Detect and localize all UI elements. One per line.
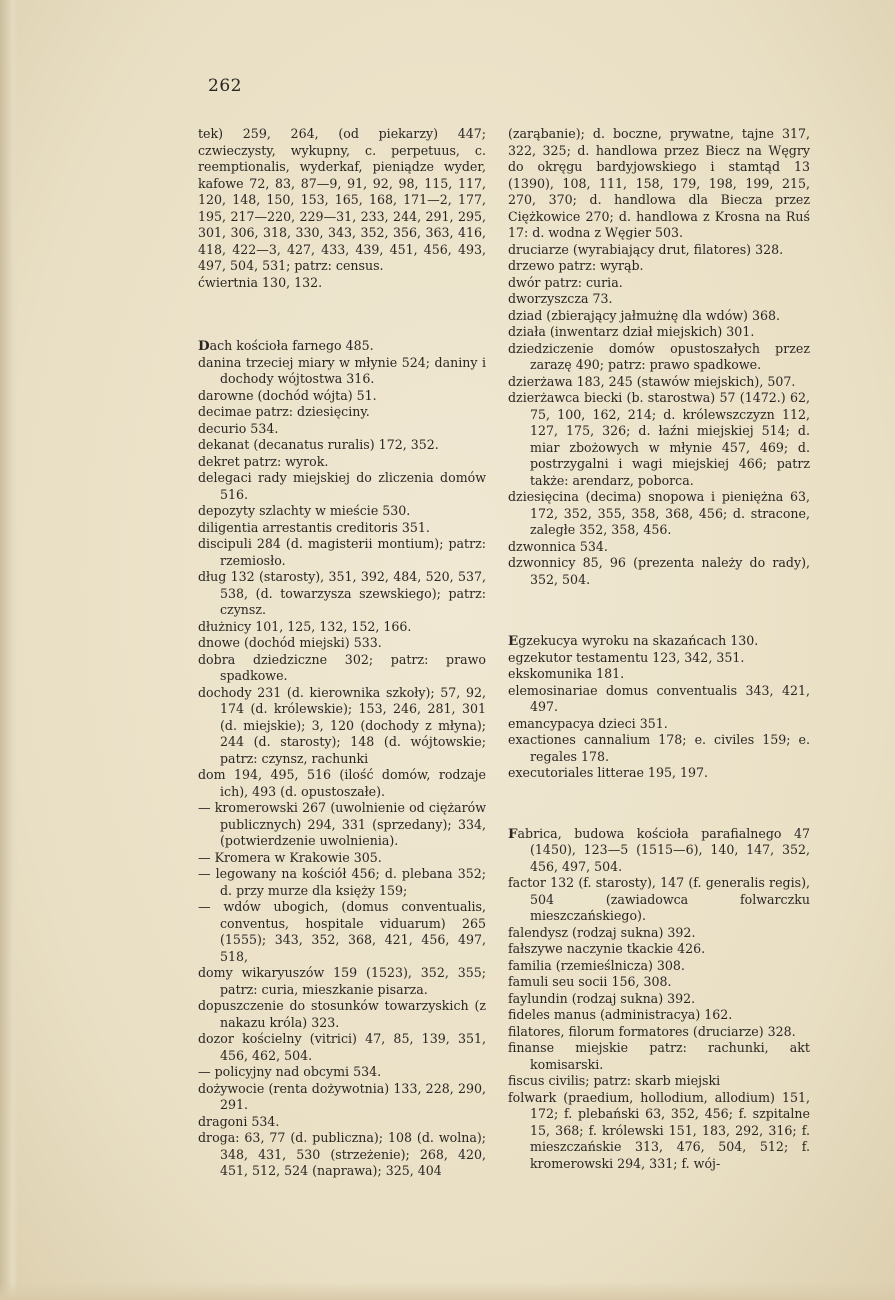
- index-entry: dziedziczenie domów opustoszałych przez zarazę 490; patrz: prawo spadkowe.: [508, 340, 810, 372]
- index-entry: finanse miejskie patrz: rachunki, akt komisarski.: [508, 1040, 810, 1072]
- index-entry: dekret patrz: wyrok.: [198, 453, 329, 469]
- section-gap: [198, 291, 486, 338]
- index-entry: depozyty szlachty w mieście 530.: [198, 503, 411, 518]
- index-entry: — policyjny nad obcymi 534.: [198, 1064, 382, 1079]
- index-entry: decimae patrz: dziesięciny.: [198, 404, 370, 419]
- index-entry: działa (inwentarz dział miejskich) 301.: [508, 324, 755, 339]
- index-entry: dłużnicy 101, 125, 132, 152, 166.: [198, 618, 412, 634]
- index-entry: filatores, filorum formatores (druciarze) 328.: [508, 1023, 796, 1039]
- index-entry-section-start: [508, 633, 810, 650]
- index-entry: discipuli 284 (d. magisterii montium); patrz: rzemiosło.: [198, 536, 486, 568]
- section-initial-f: F: [508, 825, 518, 842]
- index-entry: diligentia arrestantis creditoris 351.: [198, 519, 430, 535]
- index-entry: dom 194, 495, 516 (ilość domów, rodzaje ich), 493 (d. opustoszałe).: [198, 767, 486, 799]
- index-entry: droga: 63, 77 (d. publiczna); 108 (d. wolna); 348, 431, 530 (strzeżenie); 268, 420, 451, 512, 524 (naprawa); 325, 404: [198, 1130, 486, 1178]
- index-entry: — wdów ubogich, (domus conventualis, conventus, hospitale viduarum) 265 (1555); 343, 352, 368, 421, 456, 497, 518,: [198, 899, 486, 964]
- index-entry: ekskomunika 181.: [508, 666, 625, 681]
- index-entry: dożywocie (renta dożywotnia) 133, 228, 290, 291.: [198, 1080, 486, 1112]
- index-entry: dworzyszcza 73.: [508, 291, 613, 306]
- index-column-right: [508, 126, 810, 1172]
- index-entry: ćwiertnia 130, 132.: [198, 274, 323, 290]
- section-gap: [508, 588, 810, 633]
- index-entry: dobra dziedziczne 302; patrz: prawo spadkowe.: [198, 651, 486, 683]
- index-entry: dzwonnicy 85, 96 (prezenta należy do rady), 352, 504.: [508, 555, 810, 587]
- index-entry: emancypacya dzieci 351.: [508, 715, 668, 731]
- index-entry: dług 132 (starosty), 351, 392, 484, 520, 537, 538, (d. towarzysza szewskiego); patrz: czynsz.: [198, 569, 486, 617]
- page-binding-edge: [0, 0, 18, 1300]
- index-entry: druciarze (wyrabiający drut, filatores) 328.: [508, 241, 784, 257]
- index-entry: — Kromera w Krakowie 305.: [198, 849, 382, 865]
- section-initial-d: D: [198, 338, 210, 354]
- index-entry: dwór patrz: curia.: [508, 274, 623, 290]
- index-entry: dziesięcina (decima) snopowa i pieniężna 63, 172, 352, 355, 358, 368, 456; d. stracone, zaległe 352, 358, 456.: [508, 489, 810, 537]
- index-entry: dragoni 534.: [198, 1113, 280, 1129]
- index-entry: folwark (praedium, hollodium, allodium) 151, 172; f. plebański 63, 352, 456; f. szpitalne 15, 368; f. królewski 151, 183, 292, 316; f. mieszczańskie 313, 476, 504, 512; f. kromerowski 294, 331; f. wój-: [508, 1089, 810, 1171]
- index-entry: elemosinariae domus conventualis 343, 421, 497.: [508, 682, 810, 714]
- index-entry-section-start: [198, 338, 486, 355]
- index-entry-section-start: [508, 826, 810, 876]
- index-entry: dziad (zbierający jałmużnę dla wdów) 368.: [508, 307, 781, 323]
- index-entry: famuli seu socii 156, 308.: [508, 974, 672, 989]
- index-entry: dzwonnica 534.: [508, 538, 608, 554]
- index-entry: dzierżawca biecki (b. starostwa) 57 (1472.) 62, 75, 100, 162, 214; d. królewszczyzn 112, 127, 175, 326; d. łaźni miejskiej 514; d. miar zbożowych w młynie 457, 469; d. postrzygalni i wagi miejskiej 466; patrz także: arendarz, poborca.: [508, 390, 810, 488]
- index-entry: decurio 534.: [198, 420, 279, 436]
- index-entry: familia (rzemieślnicza) 308.: [508, 957, 685, 973]
- index-entry: tek) 259, 264, (od piekarzy) 447; czwieczysty, wykupny, c. perpetuus, c. reemptionalis, wyderkaf, pieniądze wyder, kafowe 72, 83, 87—9, 91, 92, 98, 115, 117, 120, 148, 150, 153, 165, 168, 171—2, 177, 195, 217—220, 229—31, 233, 244, 291, 295, 301, 306, 318, 330, 343, 352, 356, 363, 416, 418, 422—3, 427, 433, 439, 451, 456, 493, 497, 504, 531; patrz: census.: [198, 126, 486, 273]
- index-entry: egzekutor testamentu 123, 342, 351.: [508, 649, 745, 665]
- index-entry: (zarąbanie); d. boczne, prywatne, tajne 317, 322, 325; d. handlowa przez Biecz na Węgry do okręgu bardyjowskiego i stamtąd 13 (1390), 108, 111, 158, 179, 198, 199, 215, 270, 370; d. handlowa dla Biecza przez Ciężkowice 270; d. handlowa z Krosna na Ruś 17: d. wodna z Węgier 503.: [508, 126, 810, 240]
- index-entry: fiscus civilis; patrz: skarb miejski: [508, 1073, 721, 1088]
- index-entry: delegaci rady miejskiej do zliczenia domów 516.: [198, 470, 486, 502]
- index-entry-text: ach kościoła farnego 485.: [209, 338, 374, 353]
- index-entry: executoriales litterae 195, 197.: [508, 765, 709, 780]
- index-entry: fideles manus (administracya) 162.: [508, 1007, 733, 1022]
- index-entry: exactiones cannalium 178; e. civiles 159; e. regales 178.: [508, 732, 810, 764]
- section-initial-e: E: [508, 633, 519, 649]
- page-number: 262: [208, 76, 242, 96]
- index-entry: falendysz (rodzaj sukna) 392.: [508, 924, 696, 940]
- index-entry: dopuszczenie do stosunków towarzyskich (z nakazu króla) 323.: [198, 998, 486, 1030]
- index-entry: drzewo patrz: wyrąb.: [508, 258, 644, 273]
- index-entry: dochody 231 (d. kierownika szkoły); 57, 92, 174 (d. królewskie); 153, 246, 281, 301 (d. miejskie); 3, 120 (dochody z młyna); 244 (d. starosty); 148 (d. wójtowskie; patrz: czynsz, rachunki: [198, 684, 486, 766]
- index-entry: danina trzeciej miary w młynie 524; daniny i dochody wójtostwa 316.: [198, 354, 486, 386]
- index-entry: domy wikaryuszów 159 (1523), 352, 355; patrz: curia, mieszkanie pisarza.: [198, 965, 486, 997]
- index-entry-text: abrica, budowa kościoła parafialnego 47 (1450), 123—5 (1515—6), 140, 147, 352, 456, 497, 504.: [517, 825, 810, 874]
- index-entry-text: gzekucya wyroku na skazańcach 130.: [518, 633, 759, 648]
- index-entry: dnowe (dochód miejski) 533.: [198, 635, 382, 650]
- section-gap: [508, 782, 810, 826]
- index-entry: dekanat (decanatus ruralis) 172, 352.: [198, 437, 439, 452]
- index-entry: dzierżawa 183, 245 (stawów miejskich), 507.: [508, 373, 796, 389]
- index-entry: — legowany na kościół 456; d. plebana 352; d. przy murze dla księży 159;: [198, 866, 486, 898]
- index-entry: dozor kościelny (vitrici) 47, 85, 139, 351, 456, 462, 504.: [198, 1031, 486, 1063]
- index-column-left: [198, 126, 486, 1180]
- index-entry: — kromerowski 267 (uwolnienie od ciężarów publicznych) 294, 331 (sprzedany); 334, (potwierdzenie uwolnienia).: [198, 800, 486, 848]
- index-entry: fałszywe naczynie tkackie 426.: [508, 941, 706, 956]
- index-entry: factor 132 (f. starosty), 147 (f. generalis regis), 504 (zawiadowca folwarczku mieszczańskiego).: [508, 875, 810, 923]
- index-entry: darowne (dochód wójta) 51.: [198, 387, 377, 403]
- page-bottom-edge: [0, 1282, 895, 1300]
- index-entry: faylundin (rodzaj sukna) 392.: [508, 990, 696, 1006]
